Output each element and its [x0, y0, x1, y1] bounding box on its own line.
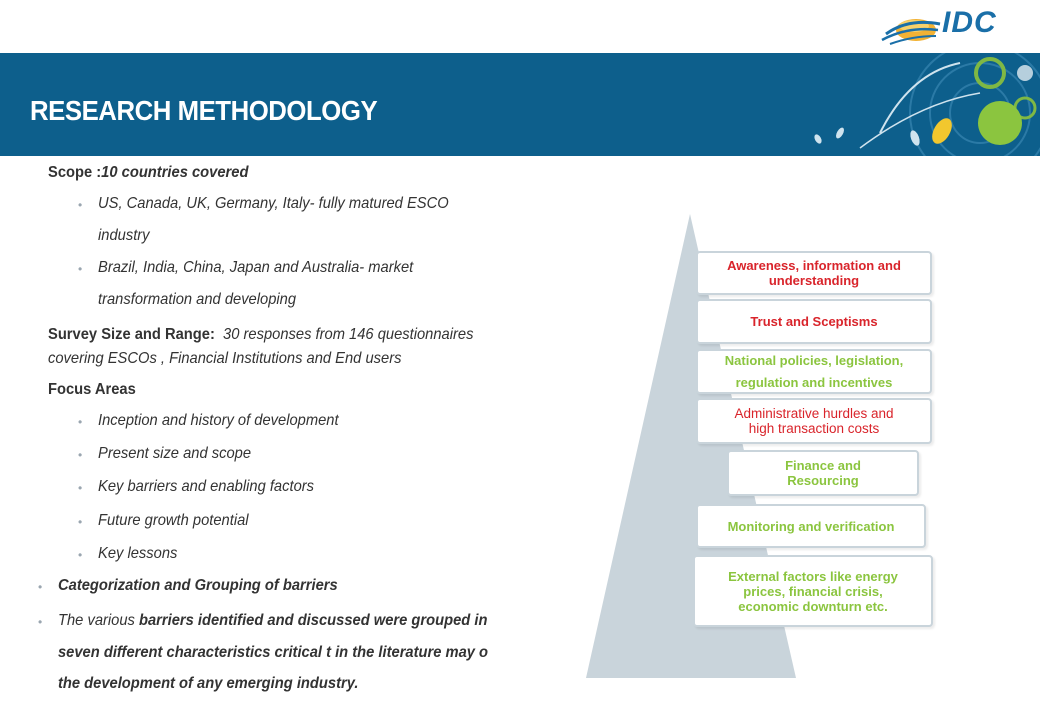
pyramid-bar-policies	[696, 349, 932, 394]
various-line1	[58, 612, 487, 630]
scope-row	[48, 164, 248, 182]
bar-line: Trust and Sceptisms	[750, 314, 878, 329]
various-line1-bold: barriers identified and discussed were grouped in	[139, 612, 488, 629]
scope-item-1-line1: US, Canada, UK, Germany, Italy- fully matured ESCO	[98, 195, 449, 212]
bar-line: regulation and incentives	[735, 374, 893, 390]
bullet-icon: •	[78, 262, 83, 276]
bar-line: Monitoring and verification	[727, 518, 895, 534]
pyramid-bar-finance	[727, 450, 919, 496]
bullet-icon: •	[78, 198, 83, 212]
bar-line: high transaction costs	[748, 421, 880, 436]
categorization-heading: Categorization and Grouping of barriers	[58, 577, 338, 594]
focus-item-2: Present size and scope	[98, 445, 252, 462]
bar-line: Administrative hurdles and	[734, 406, 894, 421]
bar-line: External factors like energy	[728, 568, 898, 584]
bullet-icon: •	[78, 515, 83, 529]
various-prefix: The various	[58, 612, 140, 629]
bullet-icon: •	[38, 580, 43, 594]
pyramid-bar-external	[693, 555, 933, 627]
pyramid-bar-monitoring	[696, 504, 926, 548]
bar-line: understanding	[768, 273, 860, 288]
pyramid-bar-trust	[696, 299, 932, 344]
various-line3: the development of any emerging industry.	[58, 675, 359, 692]
scope-item-1-line2: industry	[98, 227, 150, 244]
pyramid-bar-awareness	[696, 251, 932, 295]
various-line2: seven different characteristics critical t in the literature may o	[58, 644, 489, 661]
bullet-icon: •	[78, 548, 83, 562]
focus-item-4: Future growth potential	[98, 512, 249, 529]
bullet-icon: •	[78, 415, 83, 429]
bar-line: Awareness, information and	[727, 258, 901, 273]
survey-row	[48, 326, 473, 344]
survey-value-line2: covering ESCOs , Financial Institutions and End users	[48, 350, 402, 367]
survey-label: Survey Size and Range:	[48, 326, 215, 343]
bar-line: National policies, legislation,	[724, 352, 904, 368]
scope-label: Scope :	[48, 164, 102, 181]
bar-line: Finance and	[785, 458, 861, 473]
bar-line: economic downturn etc.	[738, 598, 888, 614]
bar-line: Resourcing	[787, 473, 859, 488]
bullet-icon: •	[78, 481, 83, 495]
scope-value: 10 countries covered	[101, 164, 249, 181]
focus-item-3: Key barriers and enabling factors	[98, 478, 315, 495]
focus-item-1: Inception and history of development	[98, 412, 339, 429]
focus-label: Focus Areas	[48, 381, 136, 398]
focus-item-5: Key lessons	[98, 545, 178, 562]
decorative-swirl-icon	[680, 53, 1040, 156]
survey-value-line1: 30 responses from 146 questionnaires	[223, 326, 474, 343]
bullet-icon: •	[38, 615, 43, 629]
pyramid-bar-administrative	[696, 398, 932, 444]
logo-text: IDC	[942, 6, 997, 39]
bar-line: prices, financial crisis,	[743, 583, 883, 599]
bullet-icon: •	[78, 448, 83, 462]
page-title: RESEARCH METHODOLOGY	[30, 95, 378, 126]
header-banner	[0, 53, 1040, 156]
scope-item-2-line2: transformation and developing	[98, 291, 297, 308]
scope-item-2-line1: Brazil, India, China, Japan and Australia- market	[98, 259, 414, 276]
